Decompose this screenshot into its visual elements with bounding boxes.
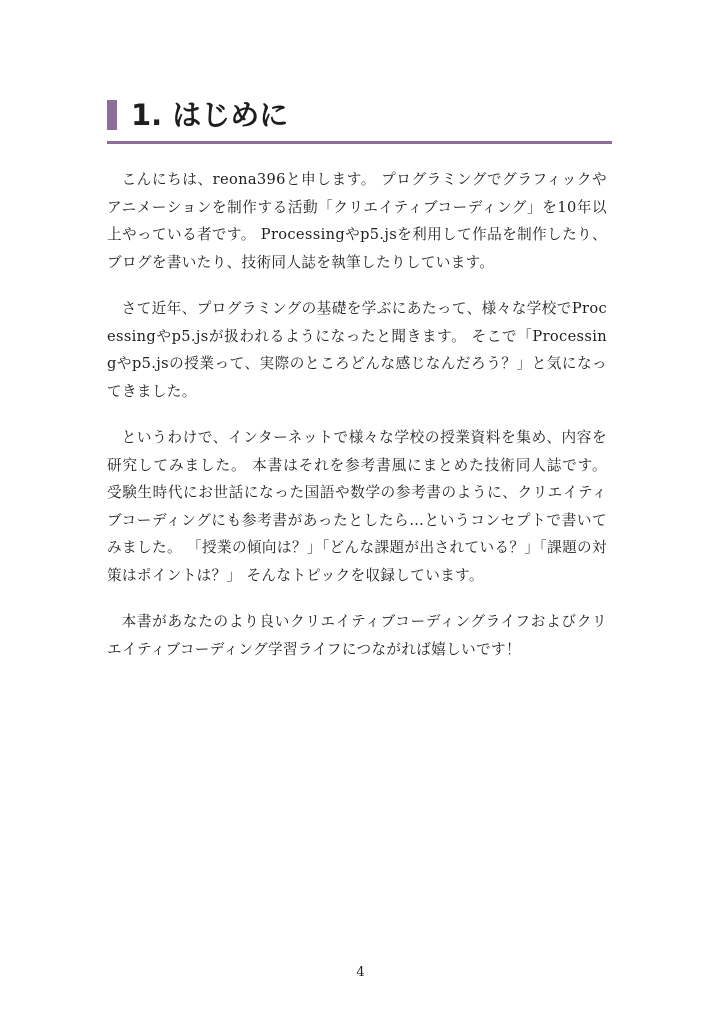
chapter-heading: [107, 92, 612, 144]
paragraph-book-concept: というわけで、インターネットで様々な学校の授業資料を集め、内容を研究してみました。 本書はそれを参考書風にまとめた技術同人誌です。 受験生時代にお世話になった国語や数学の参考書のように、クリエイティブコーディングにも参考書があったとしたら…というコンセプトで書いてみました。 「授業の傾向は？」「どんな課題が出されている？」「課題の対策はポイントは？」 そんなトピックを収録しています。: [107, 429, 607, 584]
heading-underline: [107, 141, 612, 144]
heading-accent-bar: [107, 100, 117, 130]
page-number: 4: [356, 965, 365, 980]
paragraph-motivation: さて近年、プログラミングの基礎を学ぶにあたって、様々な学校でProcessingやp5.jsが扱われるようになったと聞きます。 そこで「Processingやp5.jsの授業って、実際のところどんな感じなんだろう？」と気になってきました。: [107, 300, 607, 400]
paragraph-greeting: こんにちは、reona396と申します。 プログラミングでグラフィックやアニメーションを制作する活動「クリエイティブコーディング」を10年以上やっている者です。 Processingやp5.jsを利用して作品を制作したり、ブログを書いたり、技術同人誌を執筆したりしています。: [107, 171, 607, 271]
paragraph-closing: 本書があなたのより良いクリエイティブコーディングライフおよびクリエイティブコーディング学習ライフにつながれば嬉しいです！: [107, 613, 607, 658]
body-text: [107, 166, 607, 682]
chapter-title: 1. はじめに: [131, 98, 289, 132]
